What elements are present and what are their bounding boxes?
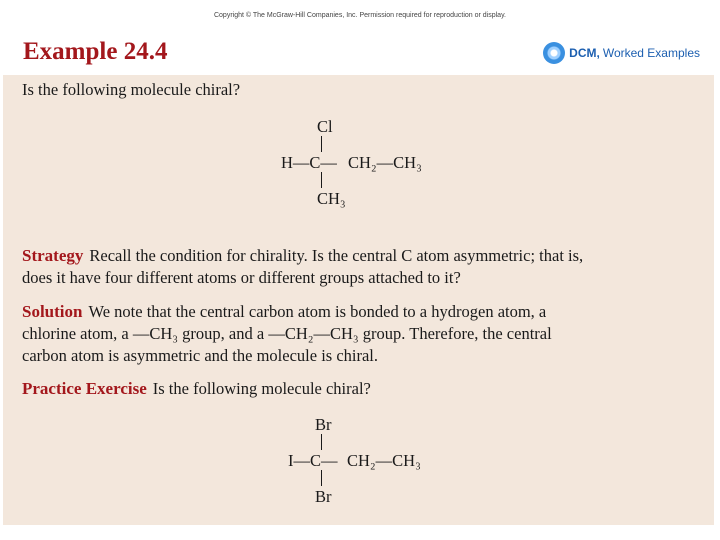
strategy-line-1: Strategy Recall the condition for chirality. Is the central C atom asymmetric; that is, — [22, 246, 584, 265]
dcm-abbr: DCM, — [569, 46, 600, 60]
practice-label: Practice Exercise — [22, 379, 147, 398]
header-bar — [3, 27, 714, 75]
strategy-line-2: does it have four different atoms or different groups attached to it? — [22, 268, 461, 287]
molecule-2-top-bond — [321, 434, 322, 450]
dcm-worked-examples-link[interactable] — [543, 42, 700, 64]
cd-disc-icon — [543, 42, 565, 64]
molecule-2-bottom-bond — [321, 470, 322, 486]
molecule-1-left: H—C— — [281, 153, 337, 172]
practice-line: Practice Exercise Is the following molecule chiral? — [22, 379, 371, 398]
solution-label: Solution — [22, 302, 83, 321]
question-text: Is the following molecule chiral? — [22, 80, 241, 99]
molecule-2-top-atom: Br — [315, 415, 332, 434]
molecule-1-top-atom: Cl — [317, 117, 333, 136]
page-title: Example 24.4 — [23, 38, 168, 65]
molecule-1-bottom-bond — [321, 172, 322, 188]
molecule-1-top-bond — [321, 136, 322, 152]
strategy-label: Strategy — [22, 246, 84, 265]
solution-line-1: Solution We note that the central carbon atom is bonded to a hydrogen atom, a — [22, 302, 547, 321]
molecule-1-right: CH₂—CH₃ — [348, 153, 422, 172]
molecule-1-bottom-atom: CH₃ — [317, 189, 346, 208]
solution-line-2: chlorine atom, a —CH₃ group, and a —CH₂—CH₃ group. Therefore, the central — [22, 324, 552, 343]
slide-panel — [3, 27, 714, 525]
molecule-2-bottom-atom: Br — [315, 487, 332, 506]
molecule-2-right: CH₂—CH₃ — [347, 451, 421, 470]
solution-line-3: carbon atom is asymmetric and the molecule is chiral. — [22, 346, 379, 365]
copyright-notice: Copyright © The McGraw-Hill Companies, Inc. Permission required for reproduction or display. — [213, 12, 506, 19]
molecule-2-left: I—C— — [288, 451, 338, 470]
dcm-label: Worked Examples — [602, 46, 700, 60]
